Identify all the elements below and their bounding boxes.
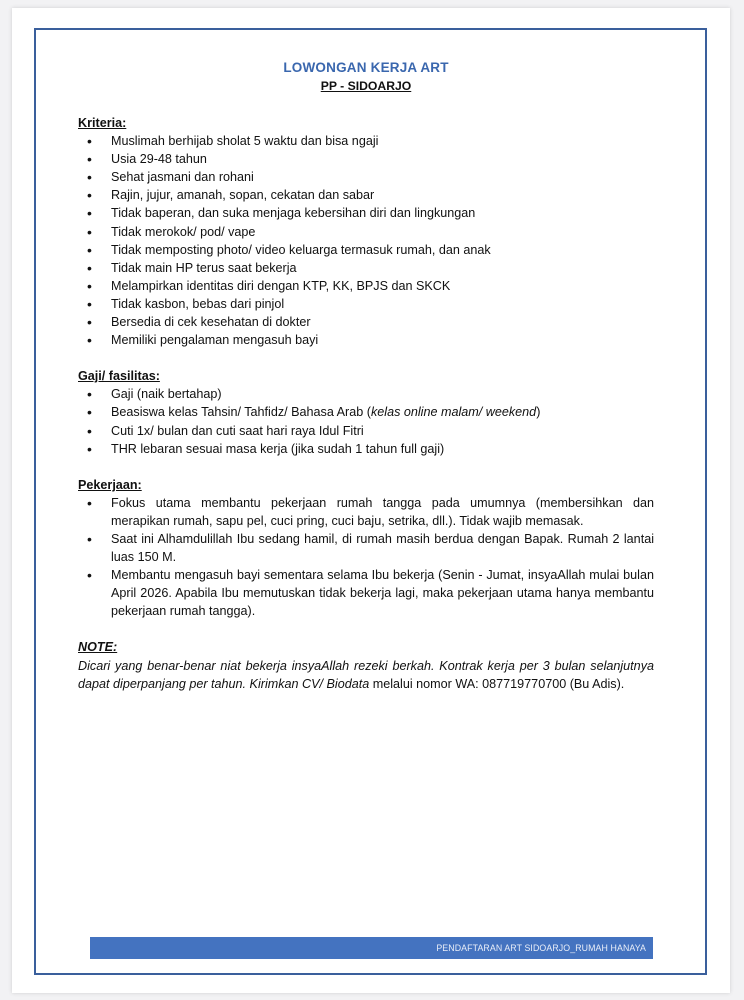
kriteria-item: • Tidak memposting photo/ video keluarga termasuk rumah, dan anak: [78, 241, 654, 259]
pekerjaan-list: [78, 494, 654, 621]
gaji-item-text: Beasiswa kelas Tahsin/ Tahfidz/ Bahasa Arab (: [111, 405, 371, 420]
pekerjaan-heading: Pekerjaan:: [78, 477, 142, 492]
kriteria-item: • Tidak merokok/ pod/ vape: [78, 223, 654, 241]
document-content: [78, 58, 654, 693]
kriteria-item: • Sehat jasmani dan rohani: [78, 168, 654, 186]
page-title: LOWONGAN KERJA ART: [283, 60, 449, 75]
pekerjaan-item: • Saat ini Alhamdulillah Ibu sedang hamil, di rumah masih berdua dengan Bapak. Rumah 2 lantai luas 150 M.: [78, 530, 654, 566]
kriteria-item: • Tidak kasbon, bebas dari pinjol: [78, 295, 654, 313]
gaji-item: • Cuti 1x/ bulan dan cuti saat hari raya Idul Fitri: [78, 422, 654, 440]
kriteria-item: • Memiliki pengalaman mengasuh bayi: [78, 331, 654, 349]
footer-text: PENDAFTARAN ART SIDOARJO_RUMAH HANAYA: [436, 943, 646, 953]
gaji-item: [78, 403, 654, 421]
pekerjaan-item: • Membantu mengasuh bayi sementara selama Ibu bekerja (Senin - Jumat, insyaAllah mulai bulan April 2026. Apabila Ibu memutuskan tidak bekerja lagi, maka pekerjaan utama hanya membantu pekerjaan rumah tangga).: [78, 566, 654, 620]
pekerjaan-item: • Fokus utama membantu pekerjaan rumah tangga pada umumnya (membersihkan dan merapikan rumah, sapu pel, cuci pring, cuci baju, setrika, dll.). Tidak wajib memasak.: [78, 494, 654, 530]
kriteria-item: • Rajin, jujur, amanah, sopan, cekatan dan sabar: [78, 186, 654, 204]
gaji-item-suffix: ): [536, 405, 541, 420]
gaji-item-italic: kelas online malam/ weekend: [370, 405, 537, 420]
note-italic-text: Dicari yang benar-benar niat bekerja insyaAllah rezeki berkah. Kontrak kerja per 3 bulan selanjutnya dapat diperpanjang per tahun. Kirimkan CV/ Biodata: [78, 658, 654, 691]
kriteria-item: • Usia 29-48 tahun: [78, 150, 654, 168]
kriteria-item: • Tidak main HP terus saat bekerja: [78, 259, 654, 277]
note-heading: NOTE:: [78, 640, 118, 655]
note-contact-text: melalui nomor WA: 087719770700 (Bu Adis).: [369, 676, 625, 691]
gaji-heading: Gaji/ fasilitas:: [78, 369, 160, 384]
kriteria-item: • Tidak baperan, dan suka menjaga kebersihan diri dan lingkungan: [78, 204, 654, 222]
kriteria-list: [78, 132, 654, 349]
kriteria-item: • Muslimah berhijab sholat 5 waktu dan bisa ngaji: [78, 132, 654, 150]
gaji-item: • Gaji (naik bertahap): [78, 385, 654, 403]
footer-banner: [90, 937, 653, 959]
gaji-list: [78, 385, 654, 457]
gaji-item: • THR lebaran sesuai masa kerja (jika sudah 1 tahun full gaji): [78, 440, 654, 458]
kriteria-item: • Melampirkan identitas diri dengan KTP, KK, BPJS dan SKCK: [78, 277, 654, 295]
kriteria-item: • Bersedia di cek kesehatan di dokter: [78, 313, 654, 331]
page-subtitle: PP - SIDOARJO: [320, 79, 412, 93]
kriteria-heading: Kriteria:: [78, 116, 127, 130]
note-text: [78, 657, 654, 693]
